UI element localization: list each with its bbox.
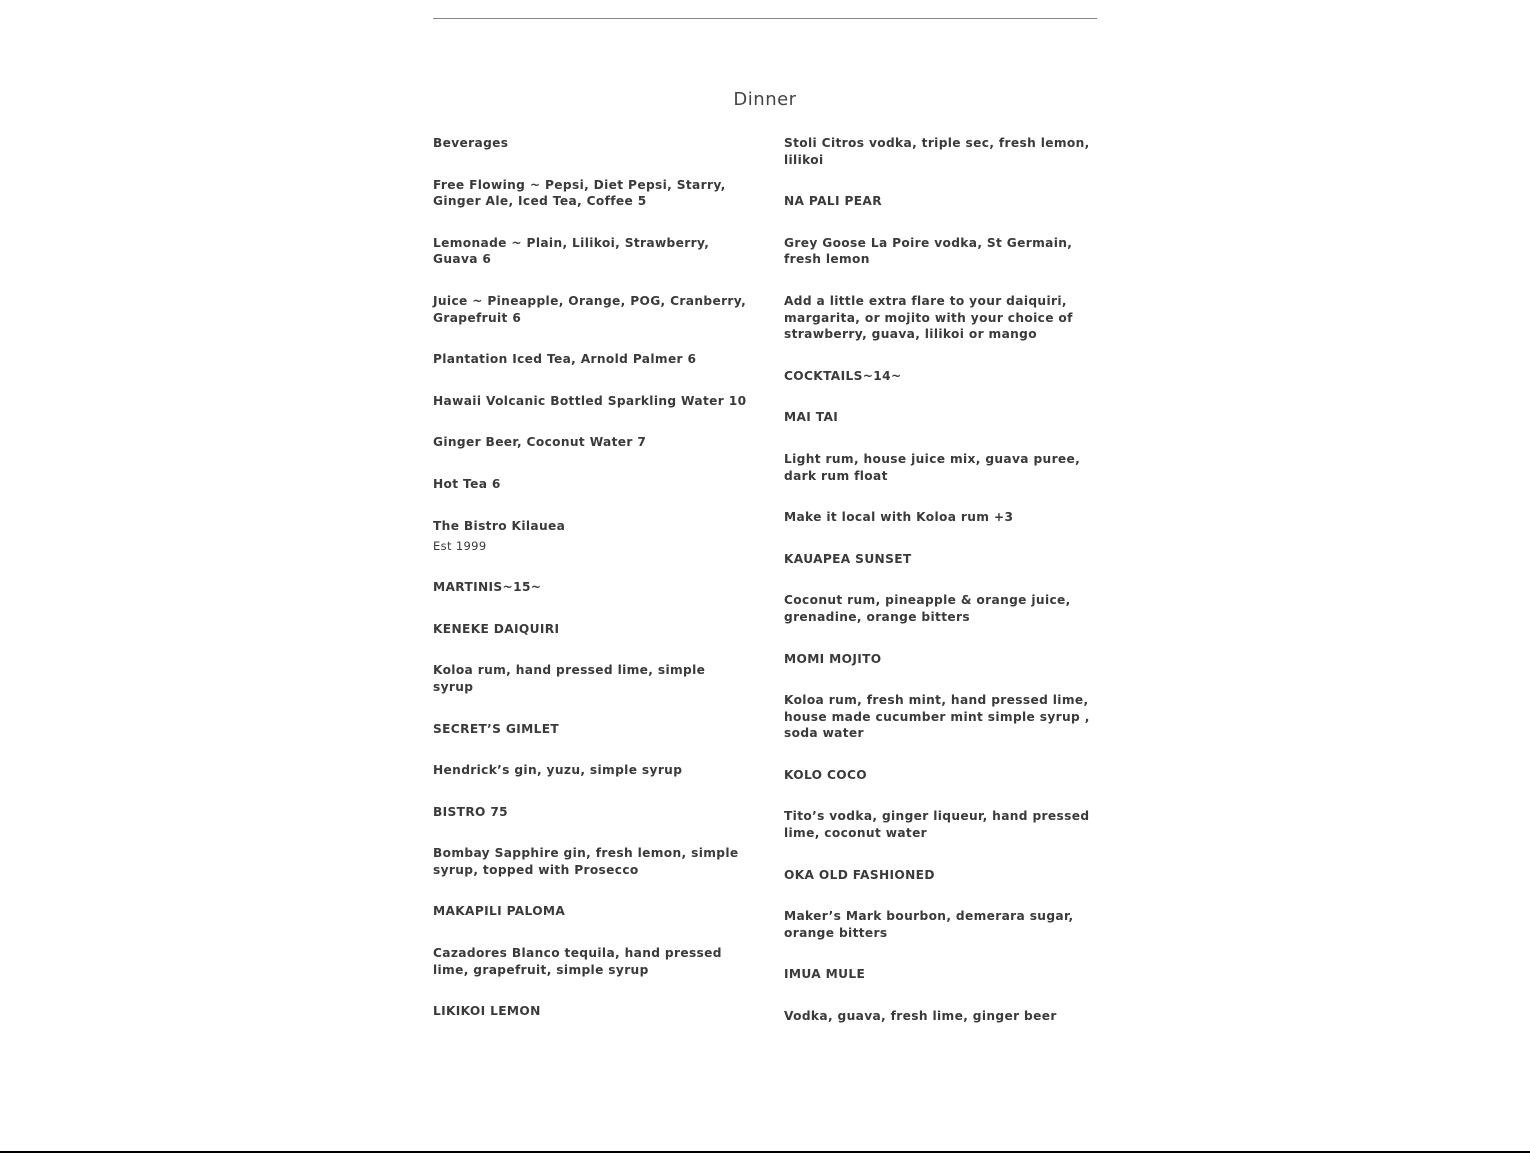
menu-item <box>784 867 1099 884</box>
menu-item <box>433 177 748 210</box>
menu-item <box>784 651 1099 668</box>
menu-item-text: BISTRO 75 <box>433 804 509 819</box>
menu-item <box>433 434 748 451</box>
menu-item-text: Grey Goose La Poire vodka, St Germain, fresh lemon <box>784 235 1073 267</box>
menu-item <box>784 509 1099 526</box>
menu-item <box>433 903 748 920</box>
menu-item-text: Add a little extra flare to your daiquiri, margarita, or mojito with your choice of strawberry, guava, lilikoi or mango <box>784 293 1073 342</box>
menu-item-text: Stoli Citros vodka, triple sec, fresh lemon, lilikoi <box>784 136 1090 167</box>
menu-item-text: KOLO COCO <box>784 767 867 782</box>
menu-item-text: Cazadores Blanco tequila, hand pressed lime, grapefruit, simple syrup <box>433 946 722 977</box>
menu-item <box>784 692 1099 742</box>
menu-item <box>433 135 748 152</box>
menu-item <box>433 235 748 268</box>
menu-item <box>784 293 1099 343</box>
menu-item-text: MOMI MOJITO <box>784 651 882 666</box>
menu-item-text: Hot Tea 6 <box>433 476 501 491</box>
menu-item <box>784 409 1099 426</box>
menu-item-text: Make it local with Koloa rum +3 <box>784 510 1014 525</box>
menu-item-text: COCKTAILS~14~ <box>784 368 902 383</box>
menu-item-text: Coconut rum, pineapple & orange juice, grenadine, orange bitters <box>784 593 1071 624</box>
menu-item-text: Bombay Sapphire gin, fresh lemon, simple syrup, topped with Prosecco <box>433 846 739 877</box>
menu-item-text: Hawaii Volcanic Bottled Sparkling Water 10 <box>433 393 747 408</box>
menu-item-text: KENEKE DAIQUIRI <box>433 621 560 636</box>
menu-item-subtext: Est 1999 <box>433 539 487 554</box>
menu-item <box>784 193 1099 210</box>
top-divider <box>433 18 1097 19</box>
menu-item-text: OKA OLD FASHIONED <box>784 867 935 882</box>
menu-item <box>433 476 748 493</box>
menu-item-text: KAUAPEA SUNSET <box>784 551 912 566</box>
menu-item-text: Tito’s vodka, ginger liqueur, hand pressed lime, coconut water <box>784 809 1090 841</box>
menu-item-text: Plantation Iced Tea, Arnold Palmer 6 <box>433 352 697 367</box>
menu-item-text: SECRET’S GIMLET <box>433 721 560 736</box>
menu-item <box>784 551 1099 568</box>
menu-item-text: IMUA MULE <box>784 967 866 982</box>
menu-item-text: Hendrick’s gin, yuzu, simple syrup <box>433 763 683 778</box>
menu-item <box>784 235 1099 268</box>
menu-item-text: Free Flowing ~ Pepsi, Diet Pepsi, Starry, Ginger Ale, Iced Tea, Coffee 5 <box>433 177 726 209</box>
menu-item <box>433 621 748 638</box>
menu-item <box>784 451 1099 484</box>
menu-item <box>433 1003 748 1020</box>
menu-item <box>433 804 748 821</box>
menu-item-text: Lemonade ~ Plain, Lilikoi, Strawberry, Guava 6 <box>433 235 710 267</box>
menu-item <box>433 579 748 596</box>
menu-item <box>784 135 1099 168</box>
menu-item <box>433 393 748 410</box>
menu-item <box>784 368 1099 385</box>
menu-item <box>784 966 1099 983</box>
menu-item-text: Beverages <box>433 136 509 150</box>
menu-item-text: Vodka, guava, fresh lime, ginger beer <box>784 1009 1057 1024</box>
menu-title: Dinner <box>733 88 797 110</box>
menu-item-text: LIKIKOI LEMON <box>433 1004 541 1019</box>
menu-item <box>784 592 1099 625</box>
menu-item <box>433 662 748 695</box>
menu-item-text: The Bistro Kilauea <box>433 518 566 533</box>
menu-item-text: Ginger Beer, Coconut Water 7 <box>433 435 647 450</box>
menu-item <box>433 845 748 878</box>
menu-item-text: MAI TAI <box>784 410 839 425</box>
menu-item-text: Koloa rum, fresh mint, hand pressed lime, house made cucumber mint simple syrup , soda water <box>784 693 1090 741</box>
menu-item <box>433 721 748 738</box>
menu-item <box>784 908 1099 941</box>
menu-right-column <box>784 135 1099 1050</box>
menu-item <box>433 351 748 368</box>
menu-item-text: Maker’s Mark bourbon, demerara sugar, orange bitters <box>784 909 1074 940</box>
menu-item-text: MARTINIS~15~ <box>433 580 542 595</box>
menu-item <box>433 293 748 326</box>
menu-item-text: Koloa rum, hand pressed lime, simple syrup <box>433 663 706 694</box>
menu-item <box>784 1008 1099 1025</box>
menu-item <box>433 518 748 555</box>
menu-item-text: Light rum, house juice mix, guava puree, dark rum float <box>784 451 1081 483</box>
menu-item <box>433 945 748 978</box>
menu-item-text: Juice ~ Pineapple, Orange, POG, Cranberry, Grapefruit 6 <box>433 293 747 325</box>
menu-item <box>784 808 1099 841</box>
menu-left-column <box>433 135 748 1045</box>
menu-item-text: MAKAPILI PALOMA <box>433 904 566 919</box>
menu-item <box>784 767 1099 784</box>
menu-item-text: NA PALI PEAR <box>784 194 882 209</box>
menu-item <box>433 762 748 779</box>
